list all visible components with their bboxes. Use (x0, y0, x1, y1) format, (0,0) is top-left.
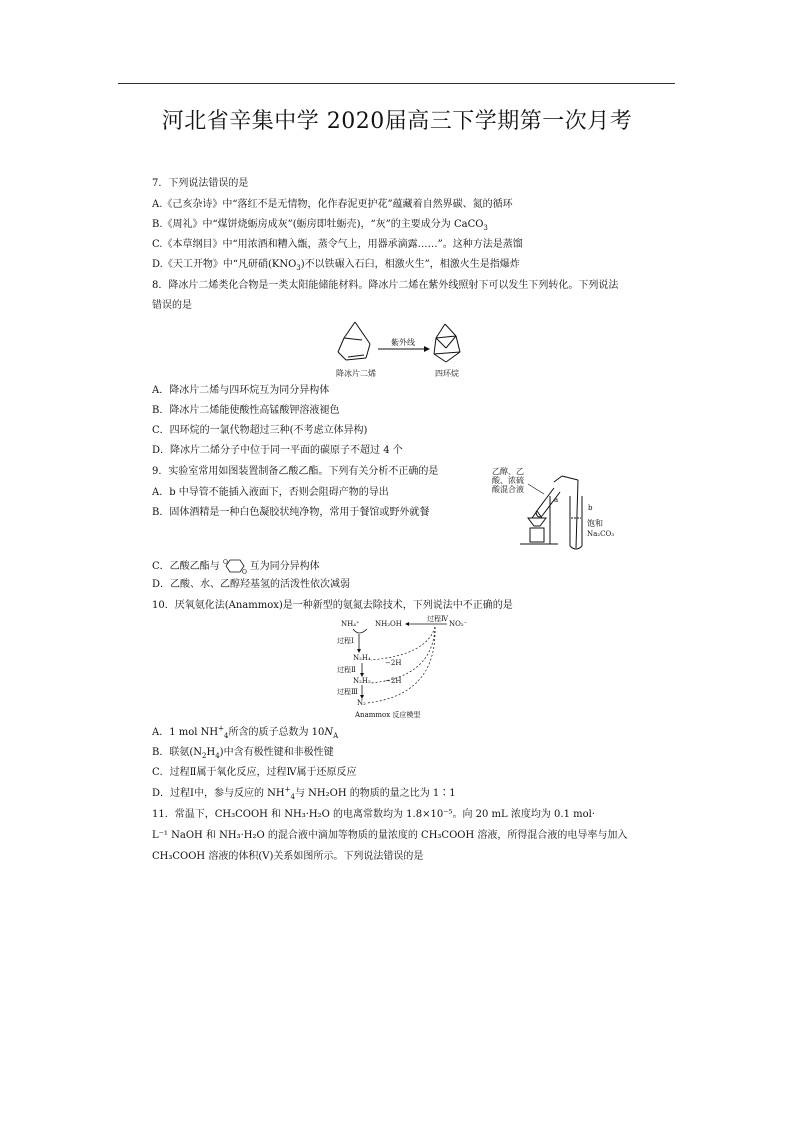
q9-stem: 9．实验室常用如图装置制备乙酸乙酯。下列有关分析不正确的是 (152, 466, 439, 477)
fig-process-3: 过程Ⅲ (337, 688, 358, 696)
q8-option-d: D．降冰片二烯分子中位于同一平面的碳原子不超过 4 个 (152, 445, 403, 456)
q10-option-d: D．过程Ⅰ中，参与反应的 $NH^+_4$与 NH₂OH 的物质的量之比为 1∶1 (152, 785, 456, 801)
fig-minus2h-1: −2H (385, 659, 402, 667)
fig-no2: NO₂⁻ (449, 620, 468, 628)
svg-text:O: O (241, 569, 247, 576)
fig-n2: N₂ (357, 699, 366, 707)
q9-option-a: A．b 中导管不能插入液面下，否则会阻碍产物的导出 (152, 487, 389, 498)
quadricyclane-structure (434, 324, 460, 362)
fig-minus2h-2: −2H (385, 677, 402, 685)
q9-option-b: B．固体酒精是一种白色凝胶状纯净物，常用于餐馆或野外就餐 (152, 507, 430, 518)
fig-right-label-2: Na₂CO₃ (587, 530, 615, 538)
q9-apparatus-figure (492, 466, 622, 550)
q10-anammox-figure (337, 615, 477, 721)
q11-stem-line2: L⁻¹ NaOH 和 NH₃·H₂O 的混合液中滴加等物质的量浓度的 CH₃COOH 溶液，所得混合液的电导率与加入 (152, 830, 628, 841)
q7-option-a: A.《己亥杂诗》中“落红不是无情物，化作春泥更护花”蕴藏着自然界碳、氮的循环 (152, 199, 513, 210)
fig-left-label-3: 酸混合液 (492, 485, 524, 494)
fig-nh4: NH₄⁺ (341, 620, 360, 628)
svg-text:O: O (222, 559, 228, 566)
heated-test-tube (536, 476, 578, 548)
q8-stem: 8．降冰片二烯类化合物是一类太阳能储能材料。降冰片二烯在紫外线照射下可以发生下列转化。下列说法 (152, 280, 619, 291)
q8-option-b: B．降冰片二烯能使酸性高锰酸钾溶液褪色 (152, 405, 340, 416)
burner (520, 496, 558, 544)
q11-stem-line1: 11．常温下，CH₃COOH 和 NH₃·H₂O 的电离常数均为 1.8×10⁻⁵。向 20 mL 浓度均为 0.1 mol· (152, 809, 595, 820)
fig-caption: Anammox 反应模型 (355, 711, 421, 719)
q10-option-b: B．联氨$(N_2H_4)$中含有极性键和非极性键 (152, 747, 334, 760)
q7-option-c: C.《本草纲目》中“用浓酒和糟入甑，蒸令气上，用器承滴露……”。这种方法是蒸馏 (152, 239, 523, 250)
q8-option-c: C．四环烷的一氯代物超过三种(不考虑立体异构) (152, 425, 368, 436)
fig-n2h4: N₂H₄ (353, 654, 371, 662)
fig-process-4: 过程Ⅳ (427, 615, 448, 623)
fig-left-label-1: 乙醇、乙 (492, 467, 524, 476)
q8-option-a: A．降冰片二烯与四环烷互为同分异构体 (152, 385, 330, 396)
header-rule (118, 83, 675, 84)
fig-left-label-2: 酸、浓硫 (492, 476, 524, 485)
q9-option-d: D．乙酸、水、乙醇羟基氢的活泼性依次减弱 (152, 579, 351, 590)
norbornadiene-structure (338, 322, 370, 360)
q10-option-c: C．过程Ⅱ属于氧化反应，过程Ⅳ属于还原反应 (152, 767, 357, 778)
label-norbornadiene: 降冰片二烯 (336, 369, 376, 378)
q7-option-d: D.《天工开物》中“凡研硝$(KNO_3)$不以铁碾入石臼，相激火生”，相激火生是指爆炸 (152, 259, 520, 272)
dioxane-ring-structure (220, 557, 250, 575)
q9-option-c: C．乙酸乙酯与 O O 互为同分异构体 (152, 559, 320, 576)
q7-stem: 7．下列说法错误的是 (152, 178, 249, 189)
q10-option-a: A．1 mol $NH^+_4$所含的质子总数为 $10N_A$ (152, 724, 339, 740)
fig-right-label-1: 饱和 (587, 519, 603, 528)
label-quadricyclane: 四环烷 (435, 369, 459, 378)
fig-process-2: 过程Ⅱ (337, 666, 356, 674)
q8-reaction-figure (330, 318, 470, 380)
fig-nh2oh: NH₂OH (375, 620, 402, 628)
q10-stem: 10．厌氧氨化法(Anammox)是一种新型的氨氮去除技术，下列说法中不正确的是 (152, 600, 513, 611)
q7-option-b: B.《周礼》中“煤饼烧蛎房成灰”(蛎房即牡蛎壳)，“灰”的主要成分为 CaCO$_3$ (152, 219, 488, 232)
q11-stem-line3: CH₃COOH 溶液的体积(V)关系如图所示。下列说法错误的是 (152, 851, 424, 862)
fig-label-a: a (554, 496, 559, 504)
uv-label: 紫外线 (391, 338, 415, 347)
fig-label-b: b (588, 504, 593, 512)
fig-process-1: 过程Ⅰ (337, 637, 354, 645)
fig-n2h2: N₂H₂ (353, 677, 371, 685)
q8-stem-cont: 错误的是 (152, 300, 192, 311)
page-title: 河北省辛集中学 2020届高三下学期第一次月考 (161, 109, 633, 134)
